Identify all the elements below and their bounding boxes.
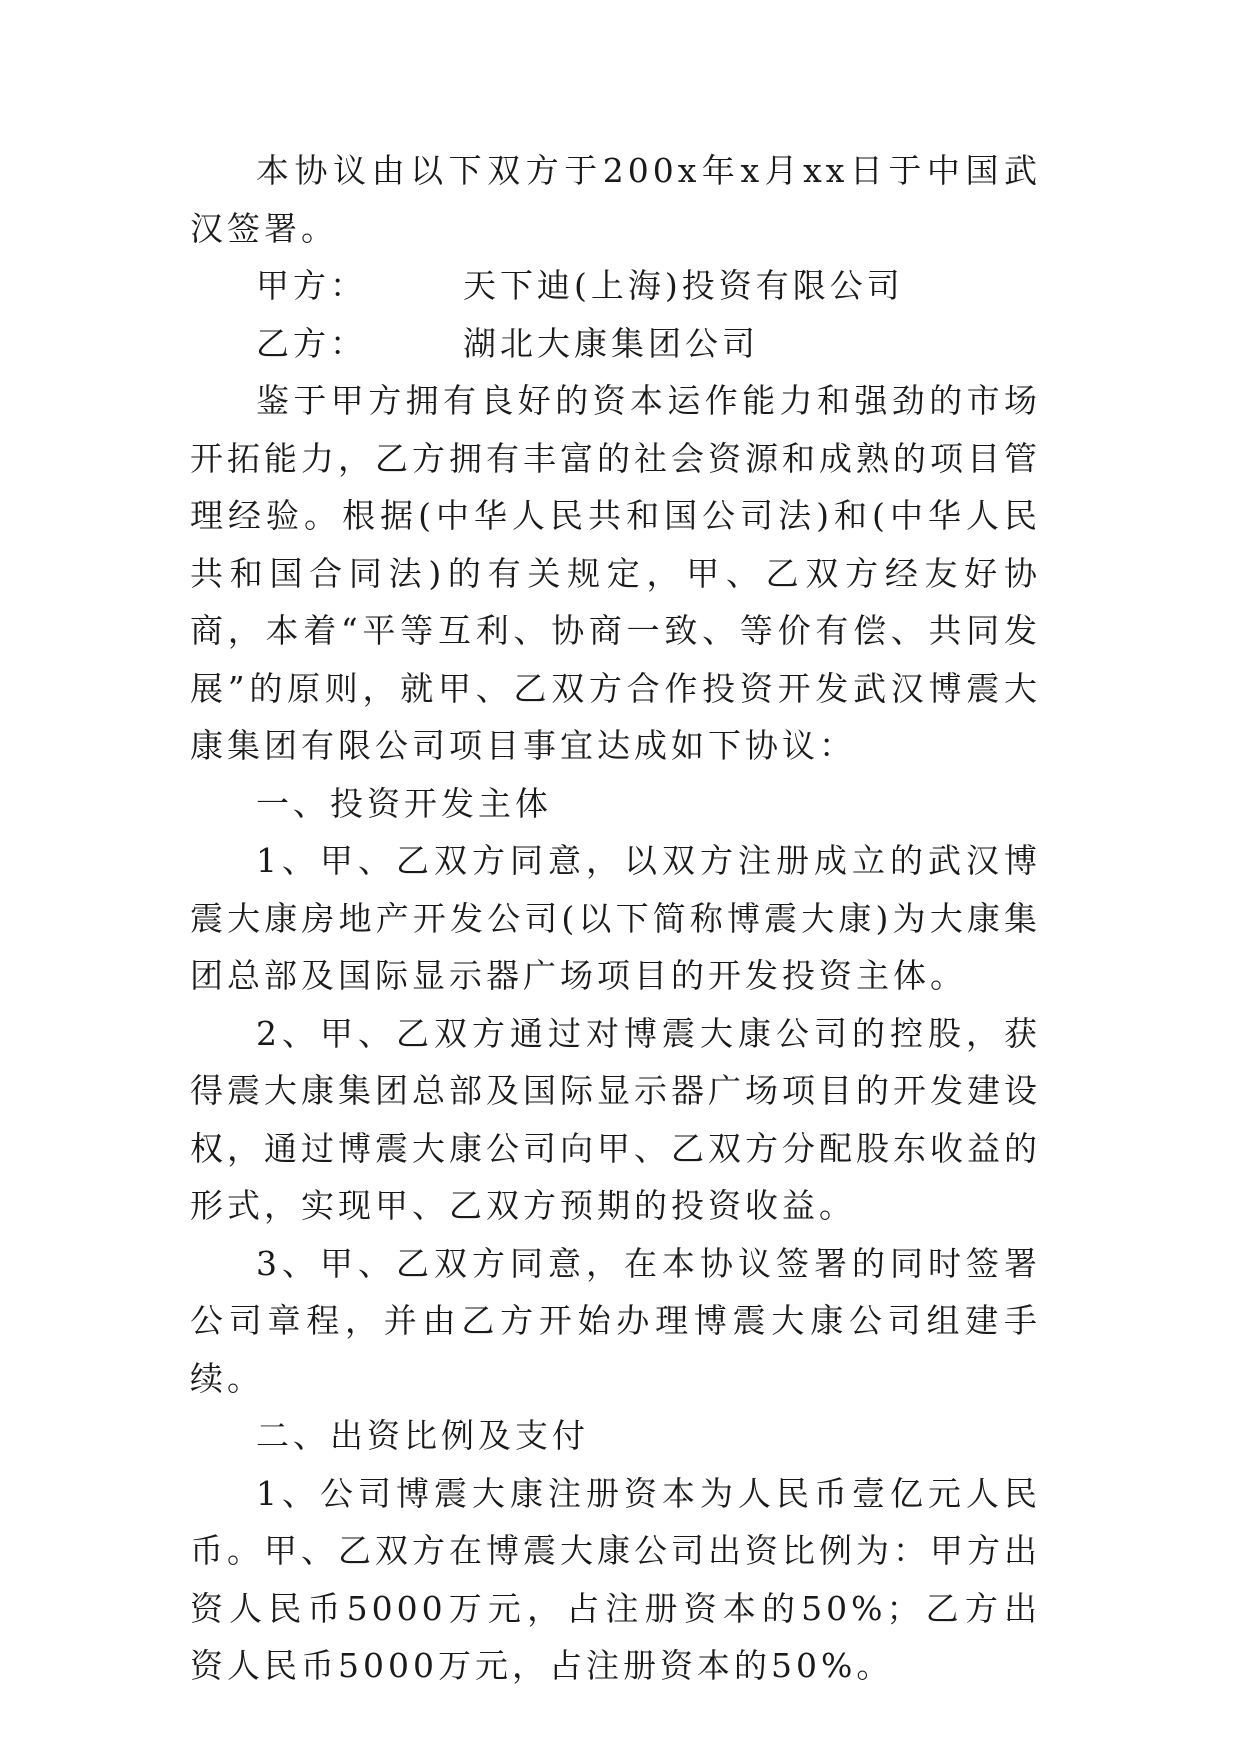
section-1-clause-2: 2、甲、乙双方通过对博震大康公司的控股，获得震大康集团总部及国际显示器广场项目的开发建设权，通过博震大康公司向甲、乙双方分配股东收益的形式，实现甲、乙双方预期的投资收益。 xyxy=(190,1013,1041,1225)
intro-paragraph: 本协议由以下双方于200x年x月xx日于中国武汉签署。 xyxy=(190,151,1041,248)
party-a-name: 天下迪(上海)投资有限公司 xyxy=(463,266,904,305)
preamble-paragraph: 鉴于甲方拥有良好的资本运作能力和强劲的市场开拓能力，乙方拥有丰富的社会资源和成熟的项目管理经验。根据(中华人民共和国公司法)和(中华人民共和国合同法)的有关规定，甲、乙双方经友好协商，本着“平等互利、协商一致、等价有偿、共同发展”的原则，就甲、乙双方合作投资开发武汉博震大康集团有限公司项目事宜达成如下协议： xyxy=(190,381,1041,765)
party-b-line xyxy=(190,315,1041,373)
section-1-clause-3: 3、甲、乙双方同意，在本协议签署的同时签署公司章程，并由乙方开始办理博震大康公司组建手续。 xyxy=(190,1243,1041,1398)
party-a-label: 甲方： xyxy=(256,266,367,305)
party-b-name: 湖北大康集团公司 xyxy=(463,323,759,363)
section-2-clause-1: 1、公司博震大康注册资本为人民币壹亿元人民币。甲、乙双方在博震大康公司出资比例为：甲方出资人民币5000万元，占注册资本的50%；乙方出资人民币5000万元，占注册资本的50%。 xyxy=(190,1473,1041,1685)
section-1-clause-1: 1、甲、乙双方同意，以双方注册成立的武汉博震大康房地产开发公司(以下简称博震大康)为大康集团总部及国际显示器广场项目的开发投资主体。 xyxy=(190,841,1041,995)
section-1-heading: 一、投资开发主体 xyxy=(256,783,552,823)
section-2-heading: 二、出资比例及支付 xyxy=(256,1416,589,1455)
party-b-label: 乙方： xyxy=(256,323,367,363)
party-a-line xyxy=(190,257,1041,315)
